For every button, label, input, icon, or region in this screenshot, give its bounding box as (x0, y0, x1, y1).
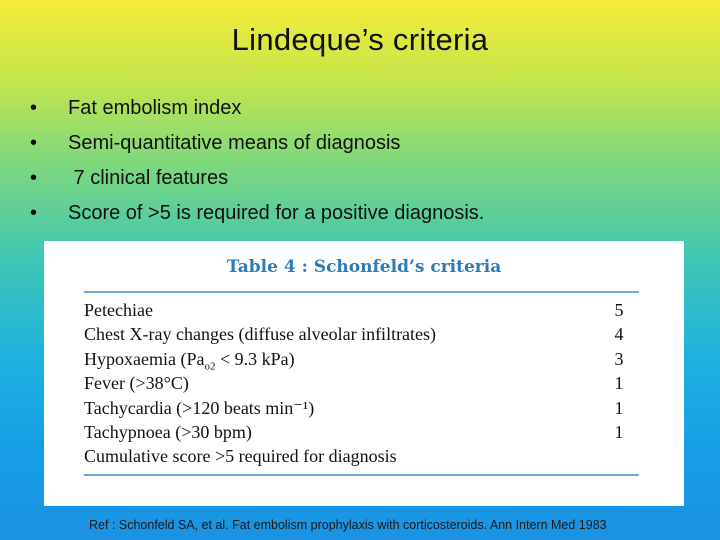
table-row (84, 396, 639, 420)
slide-title: Lindeque’s criteria (231, 22, 489, 57)
criterion-label: Tachypnoea (>30 bpm) (84, 421, 252, 442)
criterion-label: Fever (>38°C) (84, 373, 189, 394)
bullet-text: Semi-quantitative means of diagnosis (68, 132, 401, 154)
table-row (84, 347, 639, 371)
bullet-item (30, 197, 484, 232)
table-row (84, 420, 639, 444)
bullet-text: Fat embolism index (68, 97, 242, 119)
criterion-score: 5 (614, 300, 624, 320)
criterion-label: Tachycardia (>120 beats min⁻¹) (84, 397, 315, 418)
table-caption: Table 4 : Schonfeld’s criteria (226, 257, 502, 277)
criterion-label: Petechiae (84, 300, 153, 320)
table-top-rule (84, 291, 639, 293)
criterion-score: 1 (614, 397, 624, 418)
bullet-item (30, 162, 484, 197)
bullet-marker: • (30, 202, 38, 224)
table-row (84, 322, 639, 346)
criterion-score: 3 (614, 348, 624, 369)
bullet-text: Score of >5 is required for a positive diagnosis. (68, 202, 485, 224)
table-row (84, 298, 639, 322)
criterion-score: 1 (614, 421, 624, 442)
criterion-score (599, 444, 639, 468)
criterion-label-pre: Hypoxaemia (Pa (84, 348, 205, 369)
bullet-list (30, 92, 484, 232)
criterion-score: 1 (614, 373, 624, 394)
criterion-label (84, 347, 295, 371)
table-row (84, 444, 639, 468)
criteria-table (84, 298, 639, 469)
table-row (84, 371, 639, 395)
criterion-label-sub: o2 (204, 360, 216, 373)
criterion-label: Chest X-ray changes (diffuse alveolar infiltrates) (84, 324, 437, 345)
bullet-marker: • (30, 167, 38, 189)
reference-citation: Ref : Schonfeld SA, et al. Fat embolism prophylaxis with corticosteroids. Ann Intern Med 1983 (89, 518, 607, 532)
bullet-item (30, 92, 484, 127)
criterion-label: Cumulative score >5 required for diagnosis (84, 446, 397, 467)
bullet-item (30, 127, 484, 162)
criteria-table-image (44, 241, 684, 506)
bullet-text: 7 clinical features (68, 167, 229, 189)
bullet-marker: • (30, 132, 38, 154)
criterion-score: 4 (614, 324, 624, 345)
table-bottom-rule (84, 474, 639, 476)
criterion-label-post: < 9.3 kPa) (215, 348, 295, 369)
bullet-marker: • (30, 97, 38, 119)
